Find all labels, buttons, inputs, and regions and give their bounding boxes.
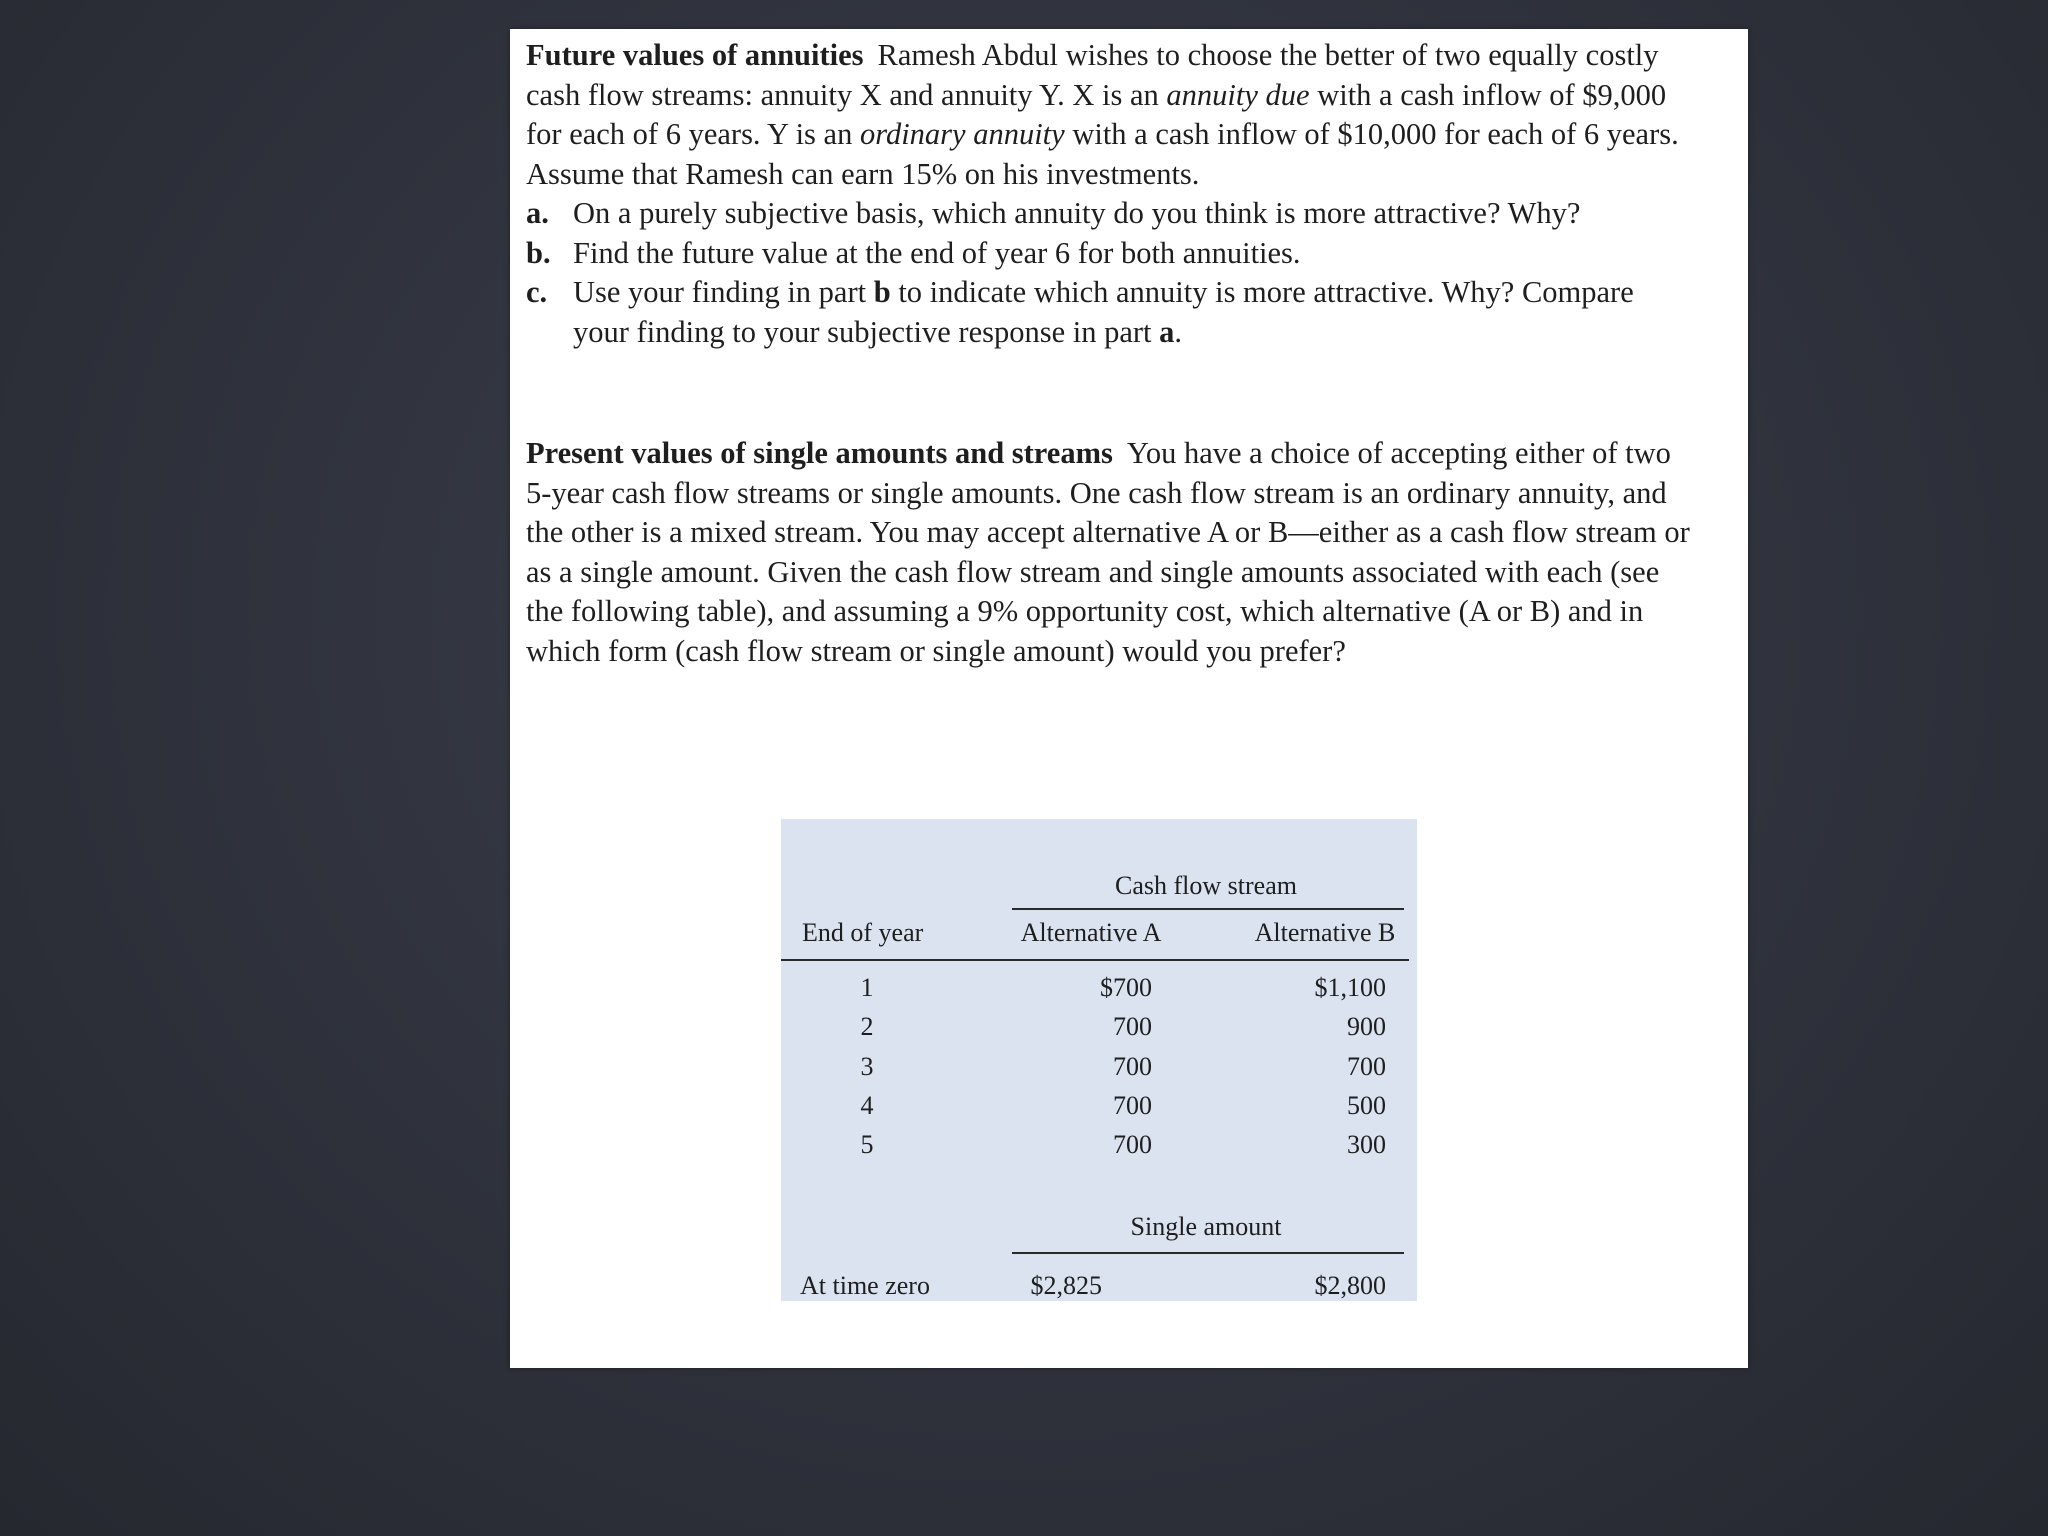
problem-body [526, 434, 1696, 671]
item-text-bold: a [1159, 314, 1175, 349]
alternative-b-single-amount: $2,800 [1314, 1271, 1386, 1300]
alternative-a-single-amount: $2,825 [1030, 1271, 1102, 1300]
problem-heading: Future values of annuities [526, 38, 864, 72]
question-item-b [526, 234, 1696, 274]
intro-text: Ramesh Abdul wishes to choose the better of two equally costly cash flow streams: annuity X and annuity Y. X is an [526, 38, 1659, 112]
item-text: On a purely subjective basis, which annuity do you think is more attractive? Why? [573, 196, 1581, 230]
item-text: to indicate which annuity is more attractive. Why? Compare your finding to your subjective response in part [573, 275, 1634, 349]
alternative-b-cell: 500 [1347, 1091, 1386, 1120]
year-cell: 1 [860, 973, 874, 1002]
intro-text: with a cash inflow of $10,000 for each of 6 years. Assume that Ramesh can earn 15% on his investments. [526, 117, 1679, 191]
alternative-b-cell: $1,100 [1314, 973, 1386, 1002]
alternative-a-cell: 700 [1113, 1130, 1152, 1159]
intro-text: with a cash inflow of $9,000 for each of 6 years. Y is an [526, 77, 1667, 151]
year-cell: 3 [860, 1052, 874, 1081]
column-header-alternative-a: Alternative A [1020, 918, 1162, 947]
intro-emphasis: annuity due [1166, 77, 1310, 112]
problem-text: You have a choice of accepting either of two 5-year cash flow streams or single amounts. One cash flow stream is an ordinary annuity, and the other is a mixed stream. You may accept alternative A or B—either as a cash flow stream or as a single amount. Given the cash flow stream and single amounts associated with each (see the following table), and assuming a 9% opportunity cost, which alternative (A or B) and in which form (cash flow stream or single amount) would you prefer? [526, 436, 1690, 668]
alternative-a-cell: 700 [1113, 1052, 1152, 1081]
problem-future-values [526, 36, 1696, 352]
column-header-end-of-year: End of year [802, 918, 924, 947]
problem-heading: Present values of single amounts and streams [526, 436, 1113, 470]
alternative-a-cell: 700 [1113, 1012, 1152, 1041]
group-header-rule [1012, 908, 1404, 910]
intro-emphasis: ordinary annuity [859, 117, 1065, 151]
alternative-b-cell: 300 [1347, 1130, 1386, 1159]
cash-flow-table [781, 819, 1417, 1301]
item-text: Find the future value at the end of year 6 for both annuities. [573, 235, 1301, 270]
item-text-bold: b [873, 275, 891, 309]
problem-intro [526, 36, 1696, 194]
question-item-c [526, 273, 1696, 352]
item-letter: c. [526, 275, 548, 309]
item-letter: a. [526, 196, 549, 230]
single-amount-rule [1012, 1252, 1404, 1254]
group-header-cash-flow-stream: Cash flow stream [1115, 871, 1297, 900]
alternative-b-cell: 700 [1347, 1052, 1386, 1081]
time-zero-label: At time zero [800, 1271, 930, 1300]
item-letter: b. [526, 235, 551, 270]
header-rule [781, 959, 1409, 961]
alternative-a-cell: $700 [1100, 973, 1152, 1002]
column-header-alternative-b: Alternative B [1254, 918, 1396, 947]
year-cell: 4 [860, 1091, 874, 1120]
item-text: . [1174, 314, 1183, 349]
alternative-a-cell: 700 [1113, 1091, 1152, 1120]
year-cell: 2 [860, 1012, 874, 1041]
alternative-b-cell: 900 [1347, 1012, 1386, 1041]
group-header-single-amount: Single amount [1130, 1212, 1282, 1241]
textbook-page [510, 29, 1748, 1368]
problem-present-values [526, 434, 1696, 671]
item-text: Use your finding in part [573, 275, 874, 309]
year-cell: 5 [860, 1130, 874, 1159]
question-item-a [526, 194, 1696, 234]
